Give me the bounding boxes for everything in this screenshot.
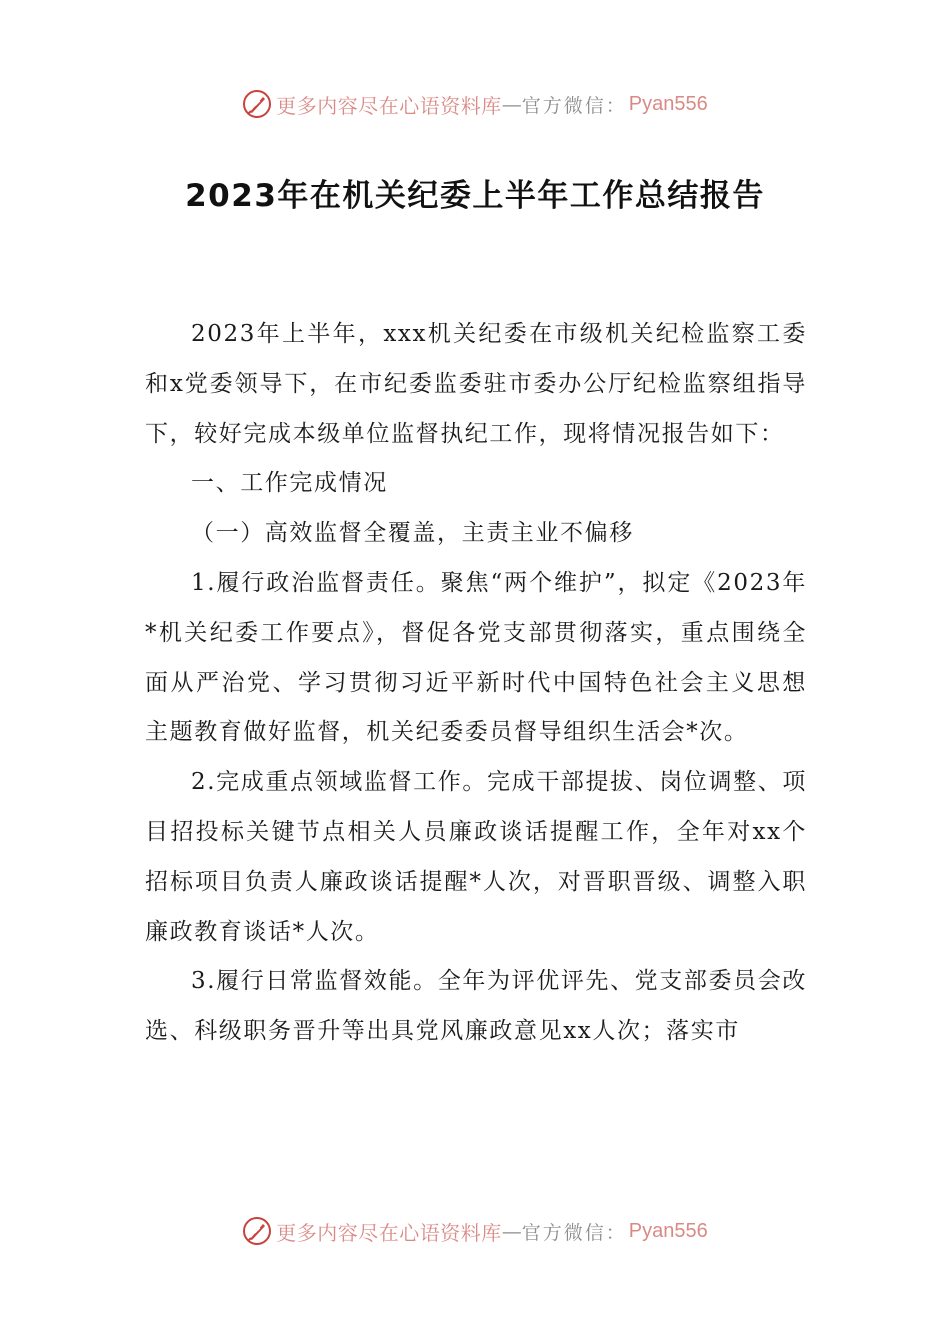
footer-banner — [0, 1211, 950, 1251]
paragraph-intro: 2023年上半年，xxx机关纪委在市级机关纪检监察工委和x党委领导下，在市纪委监委驻市委办公厅纪检监察组指导下，较好完成本级单位监督执纪工作，现将情况报告如下： — [145, 321, 807, 447]
paragraph-item-1: 1.履行政治监督责任。聚焦“两个维护”，拟定《2023年*机关纪委工作要点》，督促各党支部贯彻落实，重点围绕全面从严治党、学习贯彻习近平新时代中国特色社会主义思想主题教育做好监督，机关纪委委员督导组织生活会*次。 — [145, 569, 807, 746]
document-title: 2023年在机关纪委上半年工作总结报告 — [185, 178, 765, 214]
banner-dash: — — [501, 92, 522, 116]
quill-pen-logo-icon — [242, 1216, 272, 1246]
document-body — [145, 310, 807, 1057]
paragraph-item-2: 2.完成重点领域监督工作。完成干部提拔、岗位调整、项目招投标关键节点相关人员廉政谈话提醒工作，全年对xx个招标项目负责人廉政谈话提醒*人次，对晋职晋级、调整入职廉政教育谈话*人次。 — [145, 769, 807, 945]
section-heading: 一、工作完成情况 — [191, 470, 388, 497]
banner-dash: — — [501, 1219, 522, 1243]
banner-wechat-id: Pyan556 — [628, 92, 708, 115]
header-banner — [0, 84, 950, 124]
banner-wechat-id: Pyan556 — [628, 1219, 708, 1242]
banner-brand-text: 更多内容尽在心语资料库 — [276, 1220, 502, 1245]
quill-pen-logo-icon — [242, 89, 272, 119]
paragraph-item-3: 3.履行日常监督效能。全年为评优评先、党支部委员会改选、科级职务晋升等出具党风廉政意见xx人次；落实市 — [145, 968, 807, 1045]
banner-wechat-label: 官方微信： — [521, 1221, 627, 1244]
banner-brand-text: 更多内容尽在心语资料库 — [276, 93, 502, 118]
subsection-heading: （一）高效监督全覆盖，主责主业不偏移 — [191, 520, 634, 547]
banner-wechat-label: 官方微信： — [521, 94, 627, 117]
